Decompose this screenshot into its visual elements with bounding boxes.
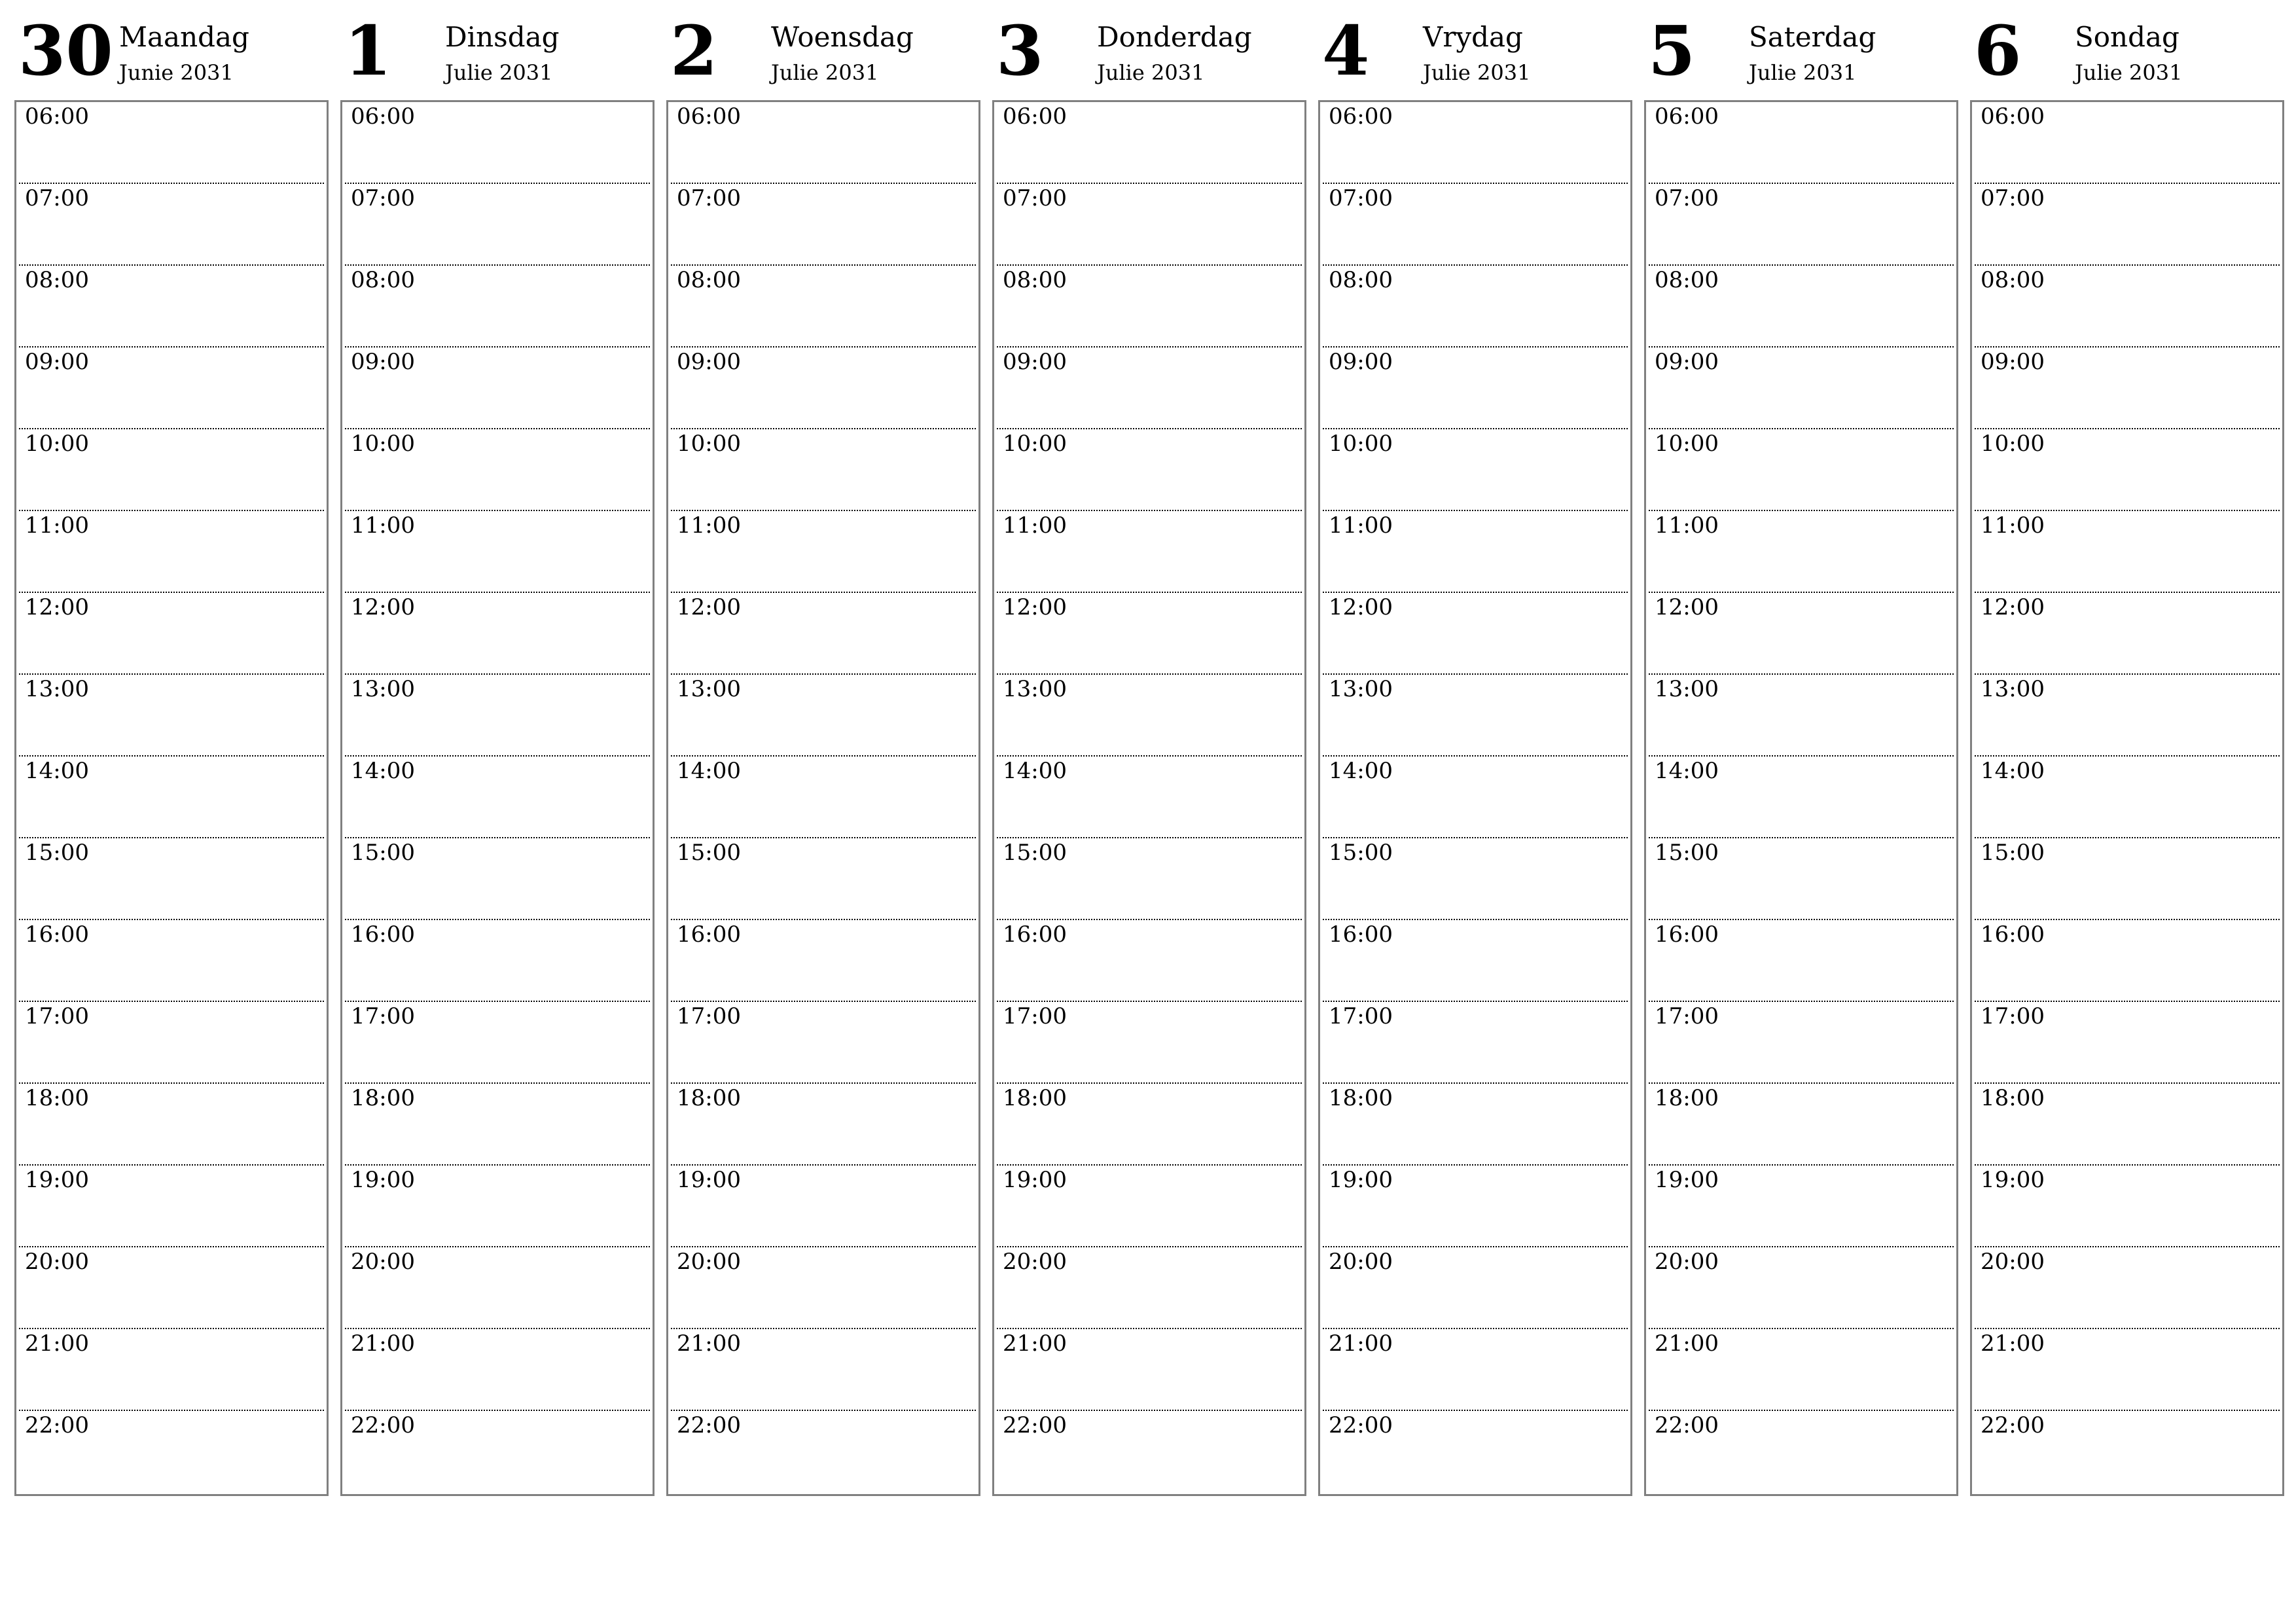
hour-label: 13:00 xyxy=(1003,676,1067,702)
hour-slot xyxy=(345,1166,650,1247)
hour-slot xyxy=(1323,1247,1628,1329)
hour-label: 17:00 xyxy=(1003,1003,1067,1029)
hour-slot xyxy=(345,757,650,838)
hour-label: 12:00 xyxy=(1003,594,1067,620)
hour-slot xyxy=(1649,429,1954,511)
hour-label: 10:00 xyxy=(25,431,89,457)
hour-slot xyxy=(1649,511,1954,593)
hour-label: 12:00 xyxy=(25,594,89,620)
day-name: Saterdag xyxy=(1749,21,1876,53)
hour-slot xyxy=(1975,184,2280,266)
day-header xyxy=(1318,10,1631,98)
hour-slot xyxy=(345,348,650,429)
hour-label: 16:00 xyxy=(1003,921,1067,948)
hour-slot xyxy=(345,675,650,757)
hour-label: 08:00 xyxy=(351,267,415,293)
hour-label: 14:00 xyxy=(1981,758,2045,784)
hour-slot xyxy=(19,675,324,757)
hour-slot xyxy=(1323,102,1628,184)
hour-label: 10:00 xyxy=(1003,431,1067,457)
day-number: 2 xyxy=(670,10,718,91)
day-number: 5 xyxy=(1648,10,1696,91)
day-schedule-box xyxy=(1318,100,1632,1496)
hour-label: 18:00 xyxy=(677,1085,741,1111)
day-name: Maandag xyxy=(119,21,249,53)
day-column xyxy=(992,10,1305,1499)
hour-slot xyxy=(19,1411,324,1493)
hour-slot xyxy=(671,266,976,348)
hour-label: 21:00 xyxy=(1981,1330,2045,1357)
hour-slot xyxy=(1649,675,1954,757)
day-name: Donderdag xyxy=(1097,21,1252,53)
hour-slot xyxy=(997,1329,1302,1411)
hour-label: 22:00 xyxy=(351,1412,415,1438)
hour-slot xyxy=(1975,920,2280,1002)
hour-slot xyxy=(1975,1411,2280,1493)
hour-label: 21:00 xyxy=(25,1330,89,1357)
hour-slot xyxy=(19,1247,324,1329)
day-column xyxy=(1644,10,1957,1499)
hour-slot xyxy=(671,920,976,1002)
day-header xyxy=(340,10,653,98)
day-number: 4 xyxy=(1322,10,1370,91)
hour-label: 13:00 xyxy=(351,676,415,702)
hour-label: 20:00 xyxy=(677,1249,741,1275)
hour-label: 07:00 xyxy=(677,185,741,211)
day-month: Julie 2031 xyxy=(771,60,879,85)
hour-slot xyxy=(19,102,324,184)
hour-label: 08:00 xyxy=(1981,267,2045,293)
hour-slot xyxy=(997,266,1302,348)
hour-slot xyxy=(1323,348,1628,429)
hour-label: 20:00 xyxy=(351,1249,415,1275)
hour-slot xyxy=(671,184,976,266)
hour-label: 15:00 xyxy=(351,840,415,866)
hour-slot xyxy=(1649,102,1954,184)
hour-label: 18:00 xyxy=(1655,1085,1719,1111)
hour-label: 13:00 xyxy=(1981,676,2045,702)
hour-label: 16:00 xyxy=(351,921,415,948)
hour-label: 11:00 xyxy=(677,512,741,539)
day-schedule-box xyxy=(14,100,329,1496)
hour-slot xyxy=(1323,1411,1628,1493)
hour-slot xyxy=(997,1247,1302,1329)
day-number: 3 xyxy=(996,10,1044,91)
hour-label: 11:00 xyxy=(25,512,89,539)
hour-label: 15:00 xyxy=(1981,840,2045,866)
hour-label: 09:00 xyxy=(351,349,415,375)
hour-slot xyxy=(1975,675,2280,757)
hour-label: 06:00 xyxy=(1003,103,1067,130)
day-column xyxy=(340,10,653,1499)
hour-slot xyxy=(671,1411,976,1493)
hour-slot xyxy=(671,838,976,920)
hour-label: 07:00 xyxy=(25,185,89,211)
hour-slot xyxy=(1649,838,1954,920)
hour-slot xyxy=(1649,1002,1954,1084)
hour-slot xyxy=(1975,1002,2280,1084)
hour-slot xyxy=(671,1002,976,1084)
hour-slot xyxy=(19,429,324,511)
hour-slot xyxy=(1323,511,1628,593)
hour-slot xyxy=(997,593,1302,675)
hour-label: 14:00 xyxy=(1655,758,1719,784)
hour-slot xyxy=(19,266,324,348)
hour-label: 18:00 xyxy=(1003,1085,1067,1111)
hour-label: 09:00 xyxy=(1655,349,1719,375)
hour-slot xyxy=(19,511,324,593)
hour-slot xyxy=(345,266,650,348)
hour-slot xyxy=(1975,593,2280,675)
hour-label: 11:00 xyxy=(1981,512,2045,539)
hour-slot xyxy=(997,1166,1302,1247)
hour-slot xyxy=(19,593,324,675)
hour-label: 10:00 xyxy=(1655,431,1719,457)
hour-slot xyxy=(19,1329,324,1411)
hour-slot xyxy=(345,1247,650,1329)
hour-label: 09:00 xyxy=(1003,349,1067,375)
hour-label: 22:00 xyxy=(1329,1412,1393,1438)
hour-slot xyxy=(345,838,650,920)
hour-slot xyxy=(1649,266,1954,348)
hour-slot xyxy=(1975,429,2280,511)
hour-label: 09:00 xyxy=(25,349,89,375)
hour-label: 10:00 xyxy=(351,431,415,457)
hour-label: 06:00 xyxy=(677,103,741,130)
day-name: Sondag xyxy=(2075,21,2179,53)
hour-slot xyxy=(1323,184,1628,266)
hour-label: 16:00 xyxy=(1329,921,1393,948)
day-column xyxy=(666,10,979,1499)
hour-label: 07:00 xyxy=(351,185,415,211)
hour-slot xyxy=(671,1084,976,1166)
hour-slot xyxy=(1649,1084,1954,1166)
hour-label: 11:00 xyxy=(1003,512,1067,539)
hour-slot xyxy=(19,1166,324,1247)
hour-slot xyxy=(997,838,1302,920)
hour-slot xyxy=(671,1166,976,1247)
hour-label: 08:00 xyxy=(1655,267,1719,293)
hour-label: 18:00 xyxy=(25,1085,89,1111)
day-month: Julie 2031 xyxy=(1423,60,1531,85)
hour-slot xyxy=(19,757,324,838)
hour-slot xyxy=(997,757,1302,838)
hour-label: 09:00 xyxy=(1981,349,2045,375)
hour-label: 21:00 xyxy=(677,1330,741,1357)
day-header xyxy=(14,10,327,98)
hour-label: 22:00 xyxy=(1981,1412,2045,1438)
hour-label: 12:00 xyxy=(1329,594,1393,620)
hour-slot xyxy=(345,184,650,266)
hour-label: 11:00 xyxy=(1655,512,1719,539)
hour-label: 17:00 xyxy=(1981,1003,2045,1029)
day-month: Julie 2031 xyxy=(445,60,553,85)
hour-label: 11:00 xyxy=(1329,512,1393,539)
hour-label: 15:00 xyxy=(1655,840,1719,866)
hour-slot xyxy=(1975,1166,2280,1247)
weekly-planner xyxy=(14,10,2284,1499)
hour-label: 22:00 xyxy=(25,1412,89,1438)
hour-label: 14:00 xyxy=(677,758,741,784)
hour-slot xyxy=(1323,1166,1628,1247)
day-schedule-box xyxy=(340,100,655,1496)
day-header xyxy=(1644,10,1957,98)
hour-label: 18:00 xyxy=(1981,1085,2045,1111)
hour-slot xyxy=(1649,184,1954,266)
hour-label: 12:00 xyxy=(1981,594,2045,620)
hour-label: 16:00 xyxy=(25,921,89,948)
hour-slot xyxy=(345,1329,650,1411)
hour-label: 06:00 xyxy=(351,103,415,130)
hour-label: 18:00 xyxy=(1329,1085,1393,1111)
hour-slot xyxy=(1323,266,1628,348)
hour-slot xyxy=(1323,920,1628,1002)
hour-slot xyxy=(1323,675,1628,757)
day-header xyxy=(666,10,979,98)
day-number: 1 xyxy=(344,10,392,91)
hour-label: 21:00 xyxy=(1003,1330,1067,1357)
day-schedule-box xyxy=(1644,100,1958,1496)
hour-label: 13:00 xyxy=(25,676,89,702)
hour-label: 10:00 xyxy=(1329,431,1393,457)
hour-label: 14:00 xyxy=(1003,758,1067,784)
hour-label: 19:00 xyxy=(1655,1167,1719,1193)
hour-label: 07:00 xyxy=(1981,185,2045,211)
hour-slot xyxy=(19,348,324,429)
hour-slot xyxy=(345,511,650,593)
day-header xyxy=(1970,10,2283,98)
hour-label: 22:00 xyxy=(1655,1412,1719,1438)
hour-slot xyxy=(1975,1329,2280,1411)
hour-slot xyxy=(19,184,324,266)
hour-label: 06:00 xyxy=(25,103,89,130)
hour-label: 21:00 xyxy=(351,1330,415,1357)
hour-slot xyxy=(1975,102,2280,184)
hour-label: 17:00 xyxy=(1655,1003,1719,1029)
hour-label: 14:00 xyxy=(1329,758,1393,784)
hour-slot xyxy=(345,593,650,675)
hour-slot xyxy=(997,1002,1302,1084)
hour-label: 20:00 xyxy=(25,1249,89,1275)
hour-slot xyxy=(671,511,976,593)
day-month: Julie 2031 xyxy=(1749,60,1857,85)
hour-label: 17:00 xyxy=(677,1003,741,1029)
hour-label: 20:00 xyxy=(1003,1249,1067,1275)
hour-label: 17:00 xyxy=(25,1003,89,1029)
day-schedule-box xyxy=(992,100,1306,1496)
hour-slot xyxy=(19,1084,324,1166)
hour-slot xyxy=(671,593,976,675)
hour-label: 16:00 xyxy=(677,921,741,948)
day-schedule-box xyxy=(1970,100,2284,1496)
hour-slot xyxy=(671,1247,976,1329)
hour-slot xyxy=(1323,838,1628,920)
hour-slot xyxy=(1649,348,1954,429)
hour-slot xyxy=(345,429,650,511)
hour-label: 14:00 xyxy=(25,758,89,784)
hour-slot xyxy=(1323,1002,1628,1084)
hour-label: 13:00 xyxy=(1329,676,1393,702)
hour-slot xyxy=(345,102,650,184)
hour-slot xyxy=(1323,429,1628,511)
hour-label: 18:00 xyxy=(351,1085,415,1111)
day-header xyxy=(992,10,1305,98)
hour-slot xyxy=(345,1411,650,1493)
hour-slot xyxy=(1975,838,2280,920)
hour-label: 22:00 xyxy=(677,1412,741,1438)
day-schedule-box xyxy=(666,100,980,1496)
hour-label: 11:00 xyxy=(351,512,415,539)
day-number: 6 xyxy=(1974,10,2022,91)
hour-slot xyxy=(19,838,324,920)
hour-slot xyxy=(671,102,976,184)
hour-slot xyxy=(19,920,324,1002)
hour-slot xyxy=(671,429,976,511)
hour-slot xyxy=(1975,266,2280,348)
hour-slot xyxy=(1975,511,2280,593)
hour-slot xyxy=(997,511,1302,593)
hour-label: 09:00 xyxy=(677,349,741,375)
hour-slot xyxy=(1649,1411,1954,1493)
hour-label: 17:00 xyxy=(351,1003,415,1029)
hour-slot xyxy=(1649,1247,1954,1329)
hour-slot xyxy=(997,920,1302,1002)
day-column xyxy=(1970,10,2283,1499)
day-name: Vrydag xyxy=(1423,21,1523,53)
hour-slot xyxy=(1649,593,1954,675)
hour-label: 15:00 xyxy=(1329,840,1393,866)
hour-label: 13:00 xyxy=(1655,676,1719,702)
hour-slot xyxy=(1649,757,1954,838)
hour-slot xyxy=(1975,1247,2280,1329)
hour-label: 07:00 xyxy=(1003,185,1067,211)
hour-label: 08:00 xyxy=(25,267,89,293)
hour-label: 06:00 xyxy=(1655,103,1719,130)
hour-label: 12:00 xyxy=(1655,594,1719,620)
hour-slot xyxy=(345,920,650,1002)
hour-slot xyxy=(997,1411,1302,1493)
hour-slot xyxy=(1323,757,1628,838)
hour-label: 06:00 xyxy=(1329,103,1393,130)
hour-slot xyxy=(1975,1084,2280,1166)
hour-slot xyxy=(1649,920,1954,1002)
hour-slot xyxy=(1649,1329,1954,1411)
hour-slot xyxy=(1975,348,2280,429)
hour-slot xyxy=(1649,1166,1954,1247)
day-month: Junie 2031 xyxy=(119,60,234,85)
hour-label: 16:00 xyxy=(1655,921,1719,948)
day-month: Julie 2031 xyxy=(2075,60,2183,85)
hour-label: 21:00 xyxy=(1655,1330,1719,1357)
hour-label: 20:00 xyxy=(1981,1249,2045,1275)
hour-slot xyxy=(997,429,1302,511)
day-name: Dinsdag xyxy=(445,21,560,53)
hour-label: 07:00 xyxy=(1655,185,1719,211)
day-name: Woensdag xyxy=(771,21,914,53)
hour-label: 08:00 xyxy=(1329,267,1393,293)
hour-label: 10:00 xyxy=(1981,431,2045,457)
day-column xyxy=(1318,10,1631,1499)
day-month: Julie 2031 xyxy=(1097,60,1205,85)
hour-label: 16:00 xyxy=(1981,921,2045,948)
hour-label: 13:00 xyxy=(677,676,741,702)
hour-slot xyxy=(671,348,976,429)
hour-label: 19:00 xyxy=(1329,1167,1393,1193)
hour-label: 06:00 xyxy=(1981,103,2045,130)
hour-label: 19:00 xyxy=(677,1167,741,1193)
hour-label: 19:00 xyxy=(25,1167,89,1193)
hour-slot xyxy=(997,348,1302,429)
hour-slot xyxy=(997,1084,1302,1166)
hour-slot xyxy=(1323,1329,1628,1411)
hour-slot xyxy=(997,675,1302,757)
hour-label: 12:00 xyxy=(677,594,741,620)
hour-label: 10:00 xyxy=(677,431,741,457)
hour-label: 08:00 xyxy=(677,267,741,293)
hour-label: 17:00 xyxy=(1329,1003,1393,1029)
hour-label: 20:00 xyxy=(1655,1249,1719,1275)
hour-label: 22:00 xyxy=(1003,1412,1067,1438)
hour-slot xyxy=(997,184,1302,266)
hour-label: 15:00 xyxy=(677,840,741,866)
hour-slot xyxy=(19,1002,324,1084)
hour-slot xyxy=(1323,1084,1628,1166)
hour-slot xyxy=(671,757,976,838)
hour-label: 15:00 xyxy=(1003,840,1067,866)
hour-label: 07:00 xyxy=(1329,185,1393,211)
hour-slot xyxy=(345,1002,650,1084)
hour-slot xyxy=(1975,757,2280,838)
hour-label: 12:00 xyxy=(351,594,415,620)
hour-label: 09:00 xyxy=(1329,349,1393,375)
hour-label: 19:00 xyxy=(1003,1167,1067,1193)
hour-slot xyxy=(997,102,1302,184)
hour-label: 21:00 xyxy=(1329,1330,1393,1357)
hour-slot xyxy=(671,675,976,757)
hour-label: 19:00 xyxy=(1981,1167,2045,1193)
day-column xyxy=(14,10,327,1499)
hour-label: 20:00 xyxy=(1329,1249,1393,1275)
hour-label: 08:00 xyxy=(1003,267,1067,293)
hour-label: 19:00 xyxy=(351,1167,415,1193)
day-number: 30 xyxy=(18,10,113,91)
hour-slot xyxy=(1323,593,1628,675)
hour-slot xyxy=(345,1084,650,1166)
hour-label: 15:00 xyxy=(25,840,89,866)
hour-slot xyxy=(671,1329,976,1411)
hour-label: 14:00 xyxy=(351,758,415,784)
